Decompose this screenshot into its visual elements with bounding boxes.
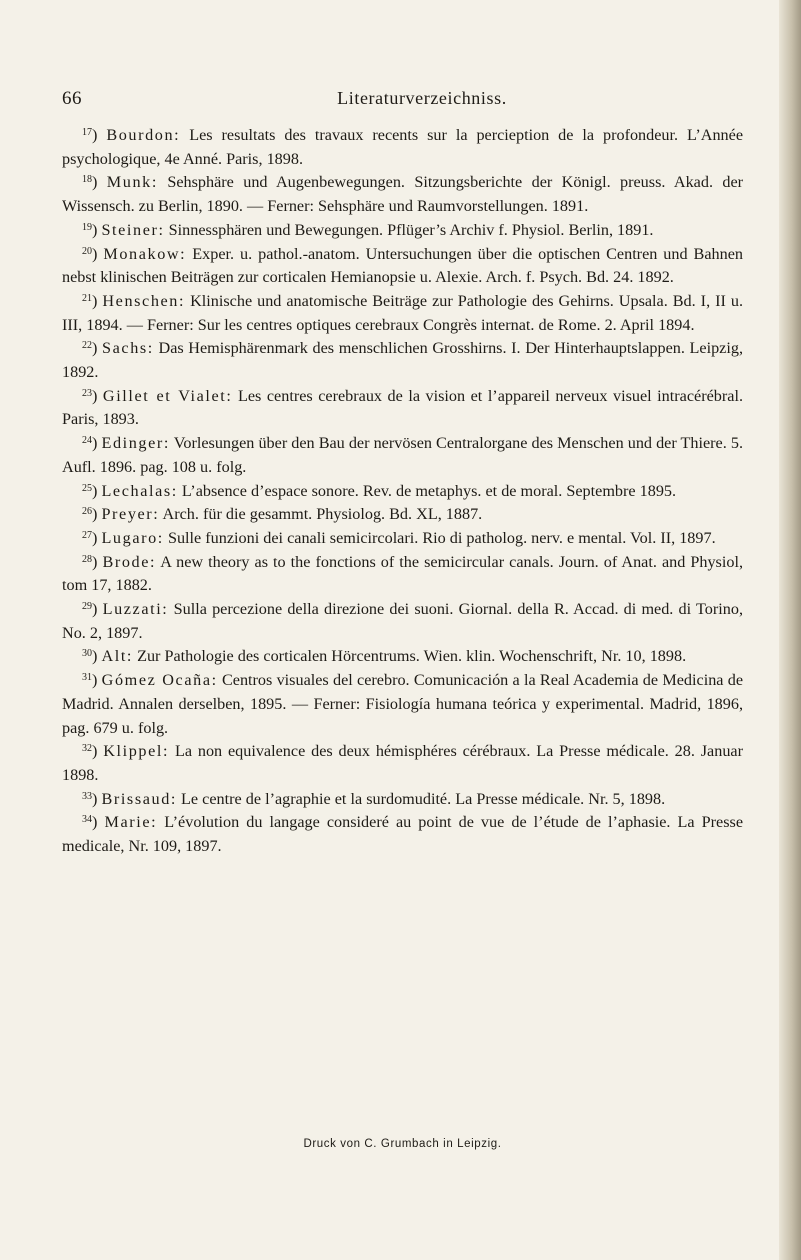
reference-paren: ) — [92, 671, 102, 690]
reference-paren: ) — [92, 552, 103, 571]
reference-number: 17 — [82, 127, 92, 138]
reference-paren: ) — [92, 505, 102, 524]
reference-number: 21 — [82, 292, 92, 304]
bibliography-entry — [62, 432, 743, 479]
reference-text: A new theory as to the fonctions of the semicircular canals. Journ. of Anat. and Physiol, tom 17, 1882. — [62, 552, 743, 595]
reference-author: Brode: — [102, 552, 157, 571]
reference-number: 30 — [82, 648, 92, 660]
reference-paren: ) — [92, 386, 103, 405]
reference-text: Sehsphäre und Augenbewegungen. Sitzungsberichte der Königl. preuss. Akad. der Wissensch. zu Berlin, 1890. — Ferner: Sehsphäre und Raumvorstellungen. 1891. — [62, 173, 744, 216]
reference-paren: ) — [92, 813, 105, 832]
reference-text: Das Hemisphärenmark des menschlichen Grosshirns. I. Der Hinterhauptslappen. Leipzig, 1892. — [62, 339, 744, 382]
reference-paren: ) — [92, 600, 103, 619]
reference-author: Steiner: — [101, 220, 165, 239]
reference-paren: ) — [92, 742, 104, 761]
reference-author: Munk: — [106, 173, 158, 192]
reference-author: Edinger: — [101, 434, 170, 453]
reference-paren: ) — [92, 339, 103, 358]
reference-author: Gillet et Vialet: — [102, 386, 233, 405]
reference-number: 26 — [82, 506, 92, 518]
reference-paren: ) — [92, 126, 107, 144]
reference-number: 31 — [82, 672, 92, 684]
bibliography-entry — [62, 669, 743, 740]
bibliography-entry — [62, 337, 743, 384]
reference-number: 32 — [82, 743, 92, 755]
reference-number: 19 — [82, 221, 92, 233]
reference-number: 23 — [82, 387, 92, 399]
reference-paren: ) — [92, 173, 107, 192]
reference-number: 18 — [82, 174, 92, 186]
bibliography-entry — [62, 527, 743, 551]
bibliography-entry — [62, 385, 743, 432]
reference-text: Le centre de l’agraphie et la surdomudité. La Presse médicale. Nr. 5, 1898. — [181, 789, 666, 808]
reference-paren: ) — [92, 789, 102, 808]
running-title: Literaturverzeichniss. — [337, 88, 507, 108]
reference-text: Sinnessphären und Bewegungen. Pflüger’s Archiv f. Physiol. Berlin, 1891. — [168, 220, 654, 239]
reference-paren: ) — [92, 647, 102, 666]
reference-text: Sulla percezione della direzione dei suoni. Giornal. della R. Accad. di med. di Torino, No. 2, 1897. — [62, 600, 743, 642]
bibliography-entry — [62, 645, 743, 669]
reference-author: Bourdon: — [106, 126, 181, 144]
reference-author: Gómez Ocaña: — [101, 671, 218, 690]
bibliography-entry — [62, 290, 743, 337]
page-edge-shadow — [779, 0, 801, 1260]
reference-author: Brissaud: — [101, 789, 177, 808]
reference-number: 24 — [82, 435, 92, 447]
reference-text: Centros visuales del cerebro. Comunicación a la Real Academia de Medicina de Madrid. Annalen derselben, 1895. — Ferner: Fisiología humana teórica y experimental. Madrid, 1896, pag. 679 u. folg. — [62, 671, 744, 737]
reference-author: Monakow: — [103, 244, 187, 263]
reference-author: Lugaro: — [101, 528, 164, 547]
bibliography-entry — [62, 551, 743, 598]
reference-text: L’évolution du langage consideré au point de vue de l’étude de l’aphasie. La Presse medicale, Nr. 109, 1897. — [62, 813, 744, 856]
reference-number: 29 — [82, 601, 92, 613]
reference-author: Henschen: — [102, 291, 186, 310]
reference-paren: ) — [92, 481, 102, 500]
reference-number: 22 — [82, 340, 92, 352]
reference-number: 27 — [82, 529, 92, 541]
reference-paren: ) — [92, 528, 102, 547]
reference-text: Sulle funzioni dei canali semicircolari. Rio di patholog. nerv. e mental. Vol. II, 1897. — [167, 528, 716, 547]
reference-author: Preyer: — [101, 505, 160, 524]
bibliography-entry — [62, 219, 743, 243]
reference-author: Lechalas: — [101, 481, 178, 500]
bibliography-entry — [62, 740, 743, 787]
bibliography-entry — [62, 811, 743, 858]
bibliography-entry — [62, 598, 743, 645]
reference-number: 33 — [82, 790, 92, 802]
reference-text: Les resultats des travaux recents sur la percieption de la profondeur. L’Année psychologique, 4e Anné. Paris, 1898. — [62, 126, 744, 168]
reference-paren: ) — [92, 244, 104, 263]
reference-number: 28 — [82, 553, 92, 565]
reference-text: Vorlesungen über den Bau der nervösen Centralorgane des Menschen und der Thiere. 5. Aufl. 1896. pag. 108 u. folg. — [62, 434, 743, 476]
reference-paren: ) — [92, 434, 102, 453]
bibliography-entry — [62, 788, 743, 812]
reference-author: Sachs: — [102, 339, 154, 358]
reference-text: Klinische und anatomische Beiträge zur Pathologie des Gehirns. Upsala. Bd. I, II u. III, 1894. — Ferner: Sur les centres optiques cerebraux Congrès internat. de Rome. 2. April 1894. — [62, 291, 743, 334]
reference-text: Les centres cerebraux de la vision et l’appareil nerveux visuel intracérébral. Paris, 1893. — [62, 386, 743, 429]
bibliography-entry — [62, 243, 743, 290]
bibliography-entry — [62, 124, 743, 171]
reference-text: Exper. u. pathol.-anatom. Untersuchungen über die optischen Centren und Bahnen nebst klinischen Beiträgen zur corticalen Hemianopsie u. Alexie. Arch. f. Psych. Bd. 24. 1892. — [62, 244, 743, 287]
page-number: 66 — [62, 88, 82, 109]
bibliography-entry — [62, 480, 743, 504]
reference-text: L’absence d’espace sonore. Rev. de metaphys. et de moral. Septembre 1895. — [181, 481, 677, 500]
page-header — [62, 88, 742, 116]
reference-number: 20 — [82, 245, 92, 257]
bibliography-list — [62, 124, 743, 859]
bibliography-entry — [62, 503, 743, 527]
reference-author: Luzzati: — [102, 600, 169, 619]
reference-author: Marie: — [104, 813, 158, 832]
reference-paren: ) — [92, 291, 103, 310]
bibliography-entry — [62, 171, 743, 218]
reference-author: Alt: — [101, 647, 134, 666]
reference-text: Zur Pathologie des corticalen Hörcentrums. Wien. klin. Wochenschrift, Nr. 10, 1898. — [137, 647, 687, 666]
reference-number: 25 — [82, 482, 92, 494]
reference-text: La non equivalence des deux hémisphéres cérébraux. La Presse médicale. 28. Januar 1898. — [62, 742, 744, 784]
reference-author: Klippel: — [103, 742, 170, 761]
printer-imprint: Druck von C. Grumbach in Leipzig. — [303, 1138, 502, 1150]
reference-paren: ) — [92, 220, 102, 239]
reference-number: 34 — [82, 814, 92, 826]
reference-text: Arch. für die gesammt. Physiolog. Bd. XL, 1887. — [162, 505, 483, 524]
